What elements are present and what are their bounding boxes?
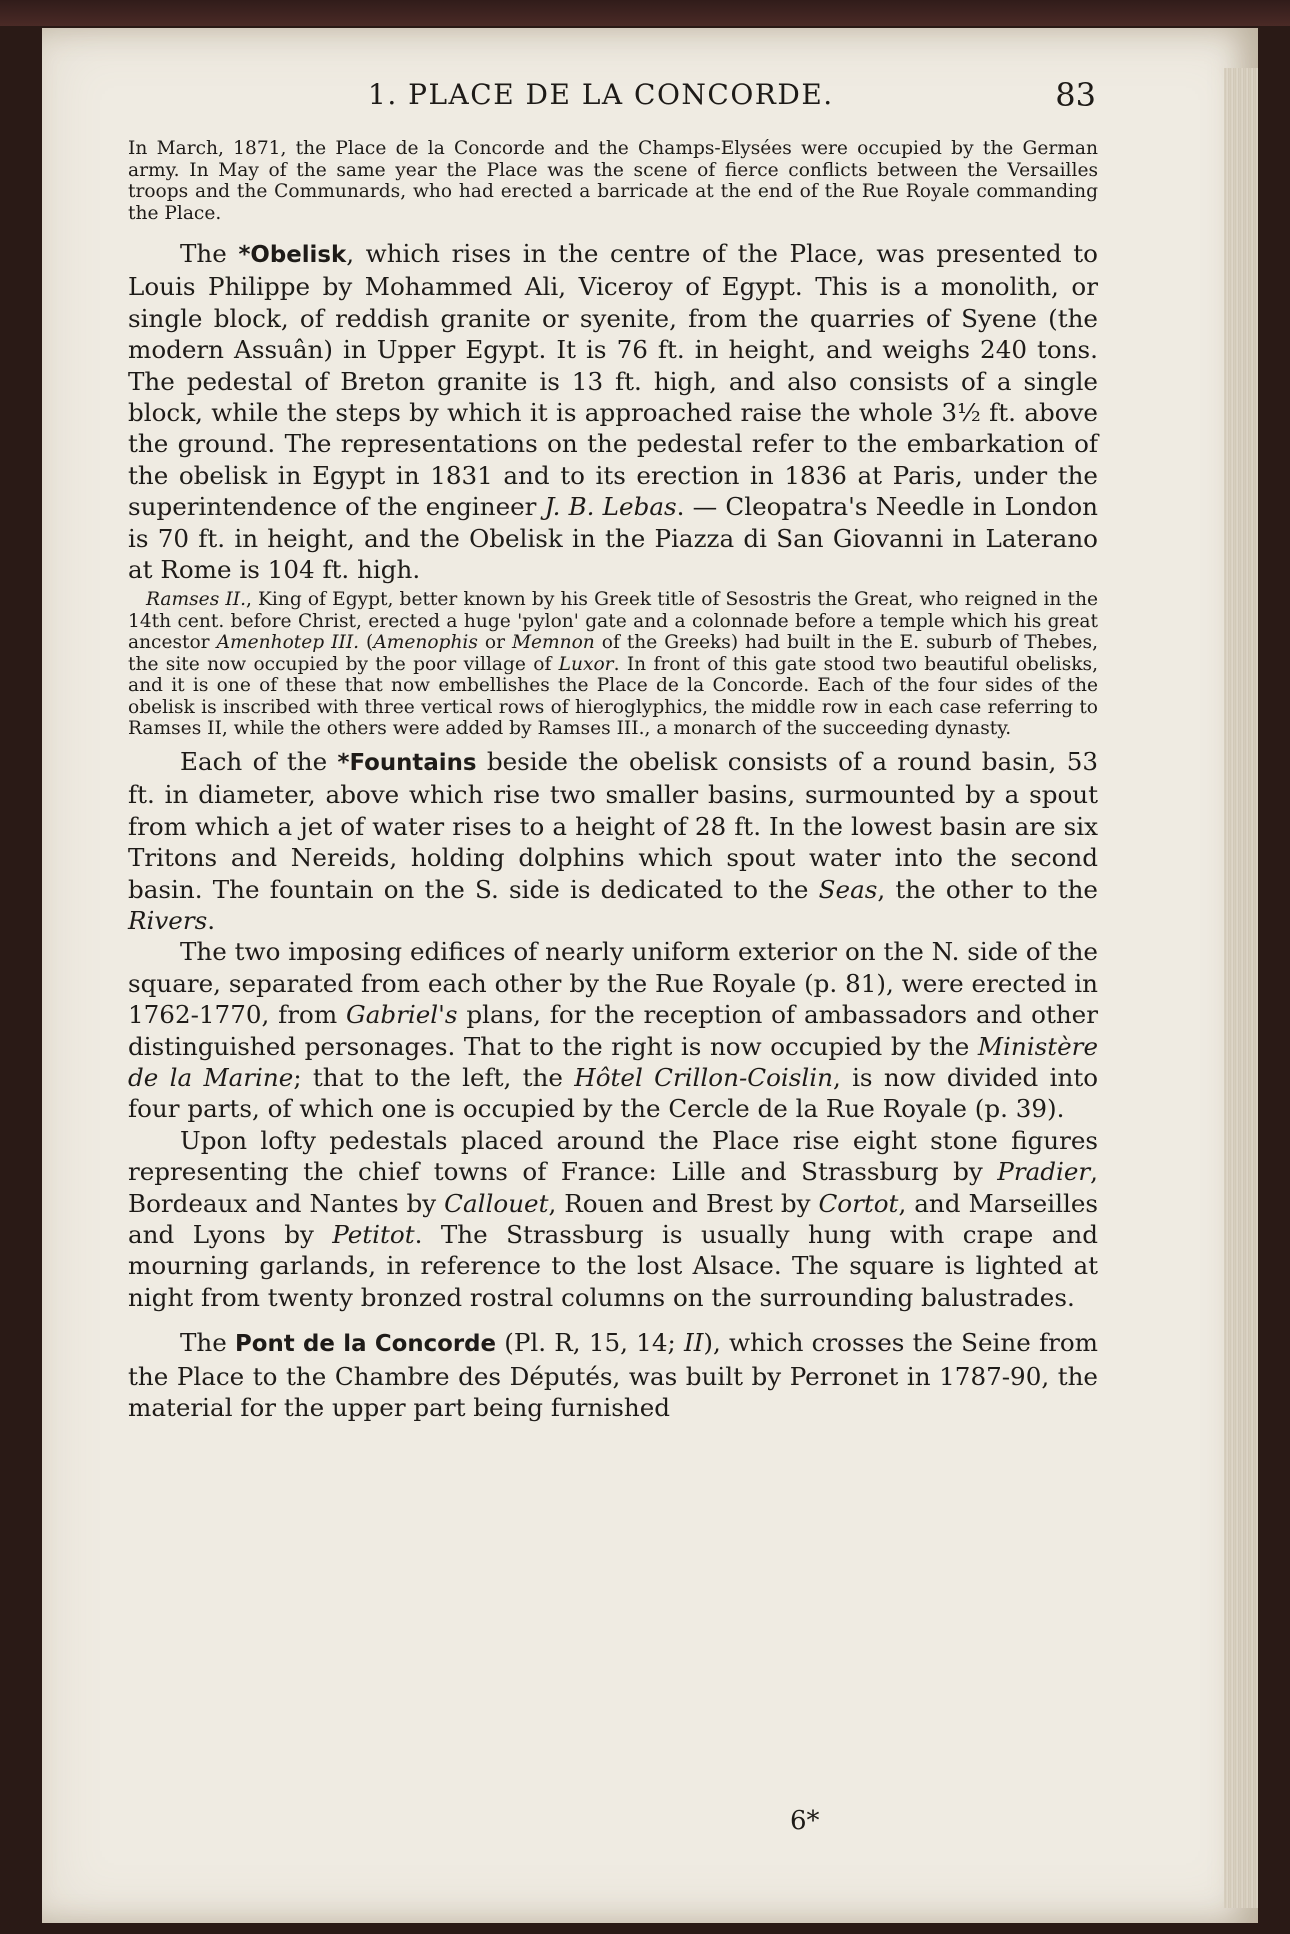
fountains-run: , the other to the (877, 874, 1098, 904)
statues-run: Pradier (997, 1157, 1091, 1187)
running-head (128, 78, 1098, 118)
obelisk-paragraph (128, 238, 1098, 585)
ramses-note-run: Amenophis (373, 632, 478, 654)
edifices-run: plans, for the reception of ambassadors and other distinguished personages. That to the right is now occupied by the (128, 1000, 1098, 1061)
obelisk-run: The (180, 239, 239, 268)
edifices-run: Ministère de la Marine (128, 1031, 1098, 1093)
intro-note-paragraph (128, 138, 1098, 224)
obelisk-run: , which rises in the centre of the Place, was presented to Louis Philippe by Mohammed Ali, Viceroy of Egypt. This is a monolith, or single block, of reddish granite or syenite, from the quarries of Syene (the modern Assuân) in Upper Egypt. It is 76 ft. in height, and weighs 240 tons. The pedestal of Breton granite is 13 ft. high, and also consists of a single block, while the steps by which it is approached raise the whole 3½ ft. above the ground. The representations on the pedestal refer to the embarkation of the obelisk in Egypt in 1831 and to its erection in 1836 at Paris, under the superintendence of the engineer (128, 239, 1098, 522)
signature-mark: 6* (790, 1806, 820, 1836)
edifices-run: Hôtel Crillon-Coislin (574, 1063, 833, 1093)
edifices-run: The two imposing edifices of nearly uniform exterior on the N. side of the square, separated from each other by the Rue Royale (p. 81), were erected in 1762-1770, from (128, 937, 1098, 1030)
fountains-run: *Fountains (337, 749, 477, 776)
obelisk-run: *Obelisk (238, 242, 347, 268)
pont-run: ), which crosses the Seine from the Place to the Chambre des Députés, was built by Perronet in 1787-90, the material for the upper part being furnished (128, 1328, 1098, 1423)
ramses-note-run: or (477, 632, 512, 654)
edifices-paragraph (128, 936, 1098, 1124)
ramses-note-run: Ramses II. (146, 589, 246, 611)
pont-paragraph (128, 1327, 1098, 1423)
ramses-note-run: Luxor (558, 653, 614, 675)
statues-run: , Rouen and Brest by (548, 1188, 819, 1218)
book-spine-band (0, 0, 1290, 26)
pont-run: The (180, 1328, 236, 1358)
fountains-run: Each of the (180, 746, 338, 776)
ramses-note-run: , King of Egypt, better known by his Greek title of Sesostris the Great, who reigned in the 14th cent. before Christ, erected a huge 'pylon' gate and a colonnade before a temple which his great ancestor (128, 589, 1098, 654)
intro-note-run: In March, 1871, the Place de la Concorde and the Champs-Elysées were occupied by the German army. In May of the same year the Place was the scene of fierce conflicts between the Versailles troops and the Communards, who had erected a barricade at the end of the Rue Royale commanding the Place. (128, 138, 1098, 224)
fountains-run: beside the obelisk consists of a round basin, 53 ft. in diameter, above which rise two smaller basins, surmounted by a spout from which a jet of water rises to a height of 28 ft. In the lowest basin are six Tritons and Nereids, holding dolphins which spout water into the second basin. The fountain on the S. side is dedicated to the (128, 746, 1098, 904)
statues-run: Upon lofty pedestals placed around the Place rise eight stone figures representing the chief towns of France: Lille and Strassburg by (128, 1125, 1098, 1187)
statues-run: Cortot (818, 1188, 899, 1218)
pont-run: II (683, 1328, 704, 1358)
ramses-note-run: Memnon (511, 632, 595, 654)
fountains-run: Seas (818, 874, 878, 904)
edifices-run: , is now divided into four parts, of which one is occupied by the Cercle de la Rue Royale (p. 39). (128, 1063, 1099, 1124)
pont-run: Pont de la Concorde (235, 1331, 497, 1358)
fountains-run: Rivers (128, 906, 208, 935)
obelisk-run: . — Cleopatra's Needle in London is 70 ft. in height, and the Obelisk in the Piazza di San Giovanni in Laterano at Rome is 104 ft. high. (128, 492, 1098, 585)
ramses-note-run: . In front of this gate stood two beautiful obelisks, and it is one of these that now embellishes the Place de la Concorde. Each of the four sides of the obelisk is inscribed with three vertical rows of hieroglyphics, the middle row in each case referring to Ramses II, while the others were added by Ramses III., a monarch of the succeeding dynasty. (128, 653, 1098, 740)
page-fore-edge (1224, 68, 1258, 1908)
fountains-paragraph (128, 746, 1098, 936)
edifices-run: Gabriel's (346, 1000, 458, 1030)
statues-paragraph (128, 1125, 1098, 1313)
obelisk-run: J. B. Lebas (544, 492, 677, 522)
fountains-run: . (207, 906, 216, 935)
edifices-run: ; that to the left, the (293, 1063, 575, 1093)
page-content (128, 78, 1098, 1424)
statues-run: , and Marseilles and Lyons by (128, 1188, 1099, 1250)
statues-run: Callouet (444, 1188, 549, 1218)
section-title: 1. PLACE DE LA CONCORDE. (368, 78, 834, 111)
statues-run: , Bordeaux and Nantes by (128, 1157, 1098, 1218)
page-number: 83 (1055, 76, 1096, 114)
statues-run: . The Strassburg is usually hung with crape and mourning garlands, in reference to the lost Alsace. The square is lighted at night from twenty bronzed rostral columns on the surrounding balustrades. (128, 1220, 1098, 1312)
ramses-note-run: of the Greeks) had built in the E. suburb of Thebes, the site now occupied by the poor village of (128, 632, 1098, 675)
pont-run: (Pl. R, 15, 14; (496, 1328, 684, 1358)
ramses-note-run: Amenhotep III. (216, 632, 360, 654)
ramses-note-paragraph (128, 589, 1098, 740)
ramses-note-run: ( (359, 632, 374, 654)
statues-run: Petitot (332, 1220, 415, 1250)
